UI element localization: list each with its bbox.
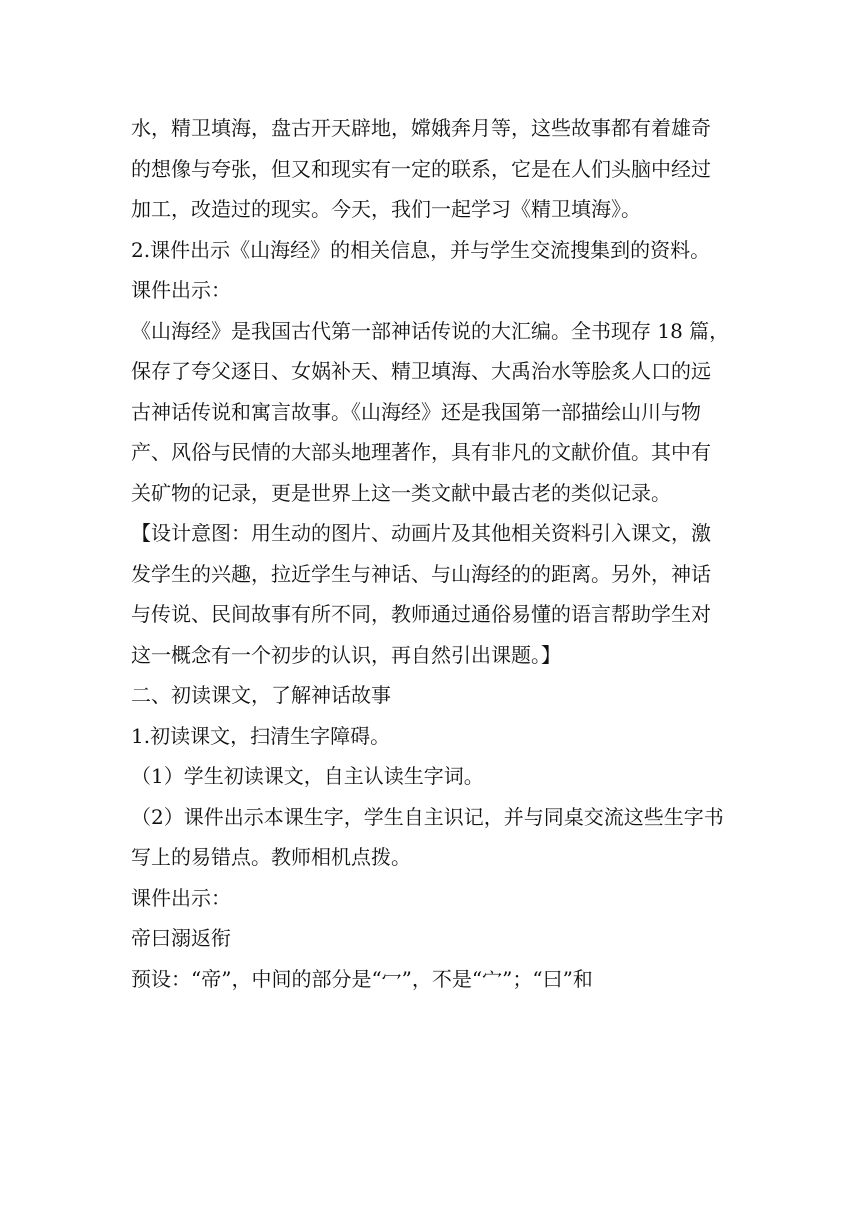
text-line: 2.课件出示《山海经》的相关信息，并与学生交流搜集到的资料。 (131, 237, 711, 262)
text-line: 产、风俗与民情的大部头地理著作，具有非凡的文献价值。其中有 (131, 440, 711, 464)
text-line: 古神话传说和寓言故事。《山海经》还是我国第一部描绘山川与物 (131, 399, 701, 424)
text-line: 水，精卫填海，盘古开天辟地，嫦娥奔月等，这些故事都有着雄奇 (131, 116, 711, 140)
text-line: 保存了夸父逐日、女娲补天、精卫填海、大禹治水等脍炙人口的远 (131, 359, 711, 383)
text-line: 关矿物的记录，更是世界上这一类文献中最古老的类似记录。 (131, 480, 671, 505)
text-line: 的想像与夸张，但又和现实有一定的联系，它是在人们头脑中经过 (131, 156, 711, 181)
text-line: 与传说、民间故事有所不同，教师通过通俗易懂的语言帮助学生对 (131, 602, 711, 626)
text-line: 二、初读课文，了解神话故事 (131, 683, 391, 707)
text-line: 课件出示： (131, 278, 231, 302)
text-line: 这一概念有一个初步的认识，再自然引出课题。】 (131, 642, 561, 667)
text-line: 课件出示： (131, 885, 231, 910)
text-line: 【设计意图：用生动的图片、动画片及其他相关资料引入课文，激 (131, 521, 711, 545)
document-body (131, 108, 731, 999)
text-line: 1.初读课文，扫清生字障碍。 (131, 723, 391, 748)
text-line: （2）课件出示本课生字，学生自主识记，并与同桌交流这些生字书 (131, 804, 724, 829)
text-line: 《山海经》是我国古代第一部神话传说的大汇编。全书现存 18 篇， (131, 318, 730, 343)
text-line: 写上的易错点。教师相机点拨。 (131, 845, 411, 869)
text-line: 发学生的兴趣，拉近学生与神话、与山海经的的距离。另外，神话 (131, 561, 711, 586)
text-line: （1）学生初读课文，自主认读生字词。 (131, 764, 484, 788)
text-line: 帝曰溺返衔 (131, 926, 231, 950)
text-line: 加工，改造过的现实。今天，我们一起学习《精卫填海》。 (131, 197, 641, 221)
text-line: 预设：“帝”，中间的部分是“冖”，不是“宀”；“曰”和 (131, 966, 593, 991)
